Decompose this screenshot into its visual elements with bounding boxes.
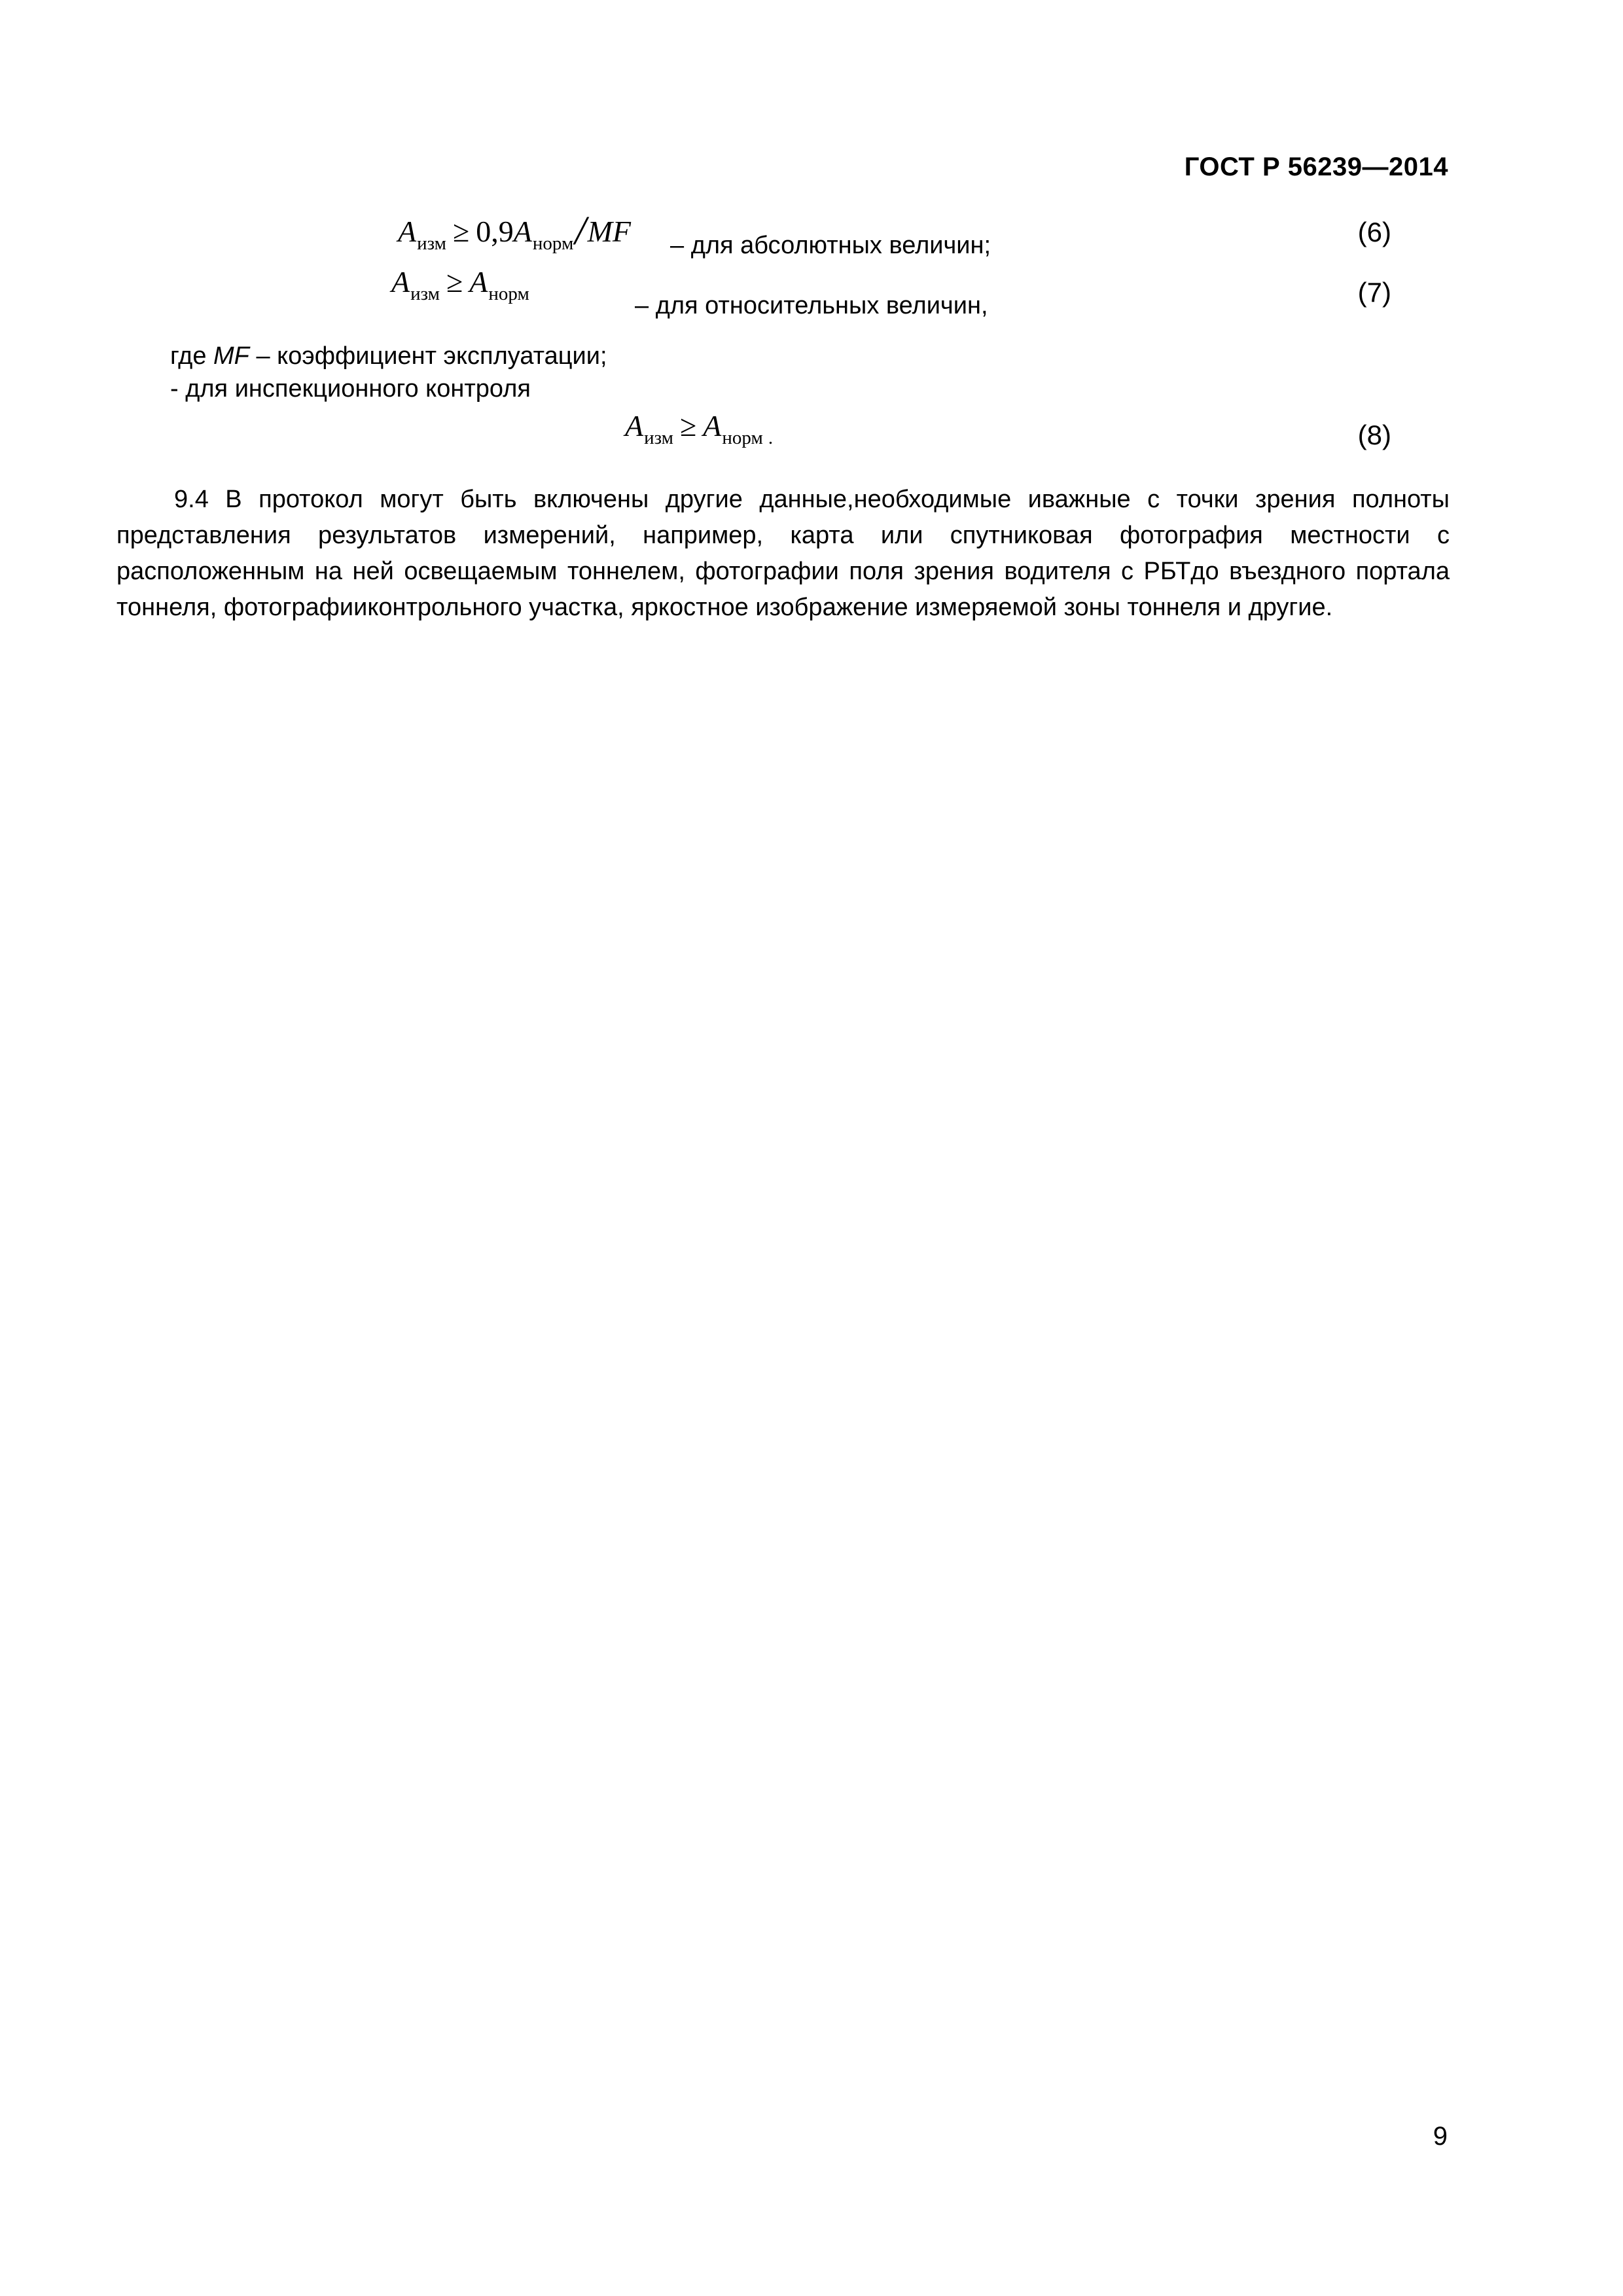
formula-6-number: (6) bbox=[1357, 217, 1391, 247]
formula-6 bbox=[398, 208, 631, 254]
formula-6-rhs-sub: норм bbox=[532, 233, 574, 254]
formula-6-lhs-symbol: A bbox=[398, 215, 417, 248]
formula-7 bbox=[391, 265, 529, 304]
formula-6-coefficient: 0,9 bbox=[476, 215, 514, 248]
formula-8-relation: ≥ bbox=[680, 409, 697, 442]
formula-7-lhs-sub: изм bbox=[410, 283, 440, 304]
formula-7-rhs-symbol: A bbox=[469, 265, 488, 298]
formula-7-rhs-sub: норм bbox=[488, 283, 529, 304]
paragraph-9-4: 9.4 В протокол могут быть включены другие данные,необходимые иважные с точки зрения полноты представления результатов измерений, например, карта или спутниковая фотография местности с расположенным на ней освещаемым тоннелем, фотографии поля зрения водителя с РБТдо въездного портала тоннеля, фотографииконтрольного участка, яркостное изображение измеряемой зоны тоннеля и другие. bbox=[116, 486, 1450, 621]
formula-8-number: (8) bbox=[1357, 420, 1391, 450]
formula-8-rhs-symbol: A bbox=[703, 409, 722, 442]
formula-8-rhs-sub: норм bbox=[722, 427, 763, 448]
formula-6-divider: / bbox=[575, 209, 586, 253]
formula-6-rhs-symbol: A bbox=[513, 215, 532, 248]
inspection-line: - для инспекционного контроля bbox=[170, 375, 531, 403]
where-line bbox=[170, 344, 607, 368]
formula-6-relation: ≥ bbox=[453, 215, 470, 248]
formula-7-lhs-symbol: A bbox=[391, 265, 410, 298]
formula-6-description: – для абсолютных величин; bbox=[670, 232, 991, 259]
formula-8-trailing: . bbox=[768, 427, 774, 448]
where-prefix: где bbox=[170, 342, 214, 370]
formula-7-relation: ≥ bbox=[446, 265, 463, 298]
formula-8 bbox=[625, 409, 774, 448]
standard-code-header: ГОСТ Р 56239—2014 bbox=[1184, 152, 1448, 181]
formula-8-lhs-sub: изм bbox=[644, 427, 674, 448]
formula-7-description: – для относительных величин, bbox=[635, 292, 988, 319]
formula-6-lhs-sub: изм bbox=[417, 233, 447, 254]
where-rest: – коэффициент эксплуатации; bbox=[249, 342, 607, 370]
where-term: MF bbox=[213, 342, 249, 370]
formula-6-denominator: MF bbox=[587, 215, 631, 248]
page-number: 9 bbox=[1433, 2122, 1448, 2151]
formula-8-lhs-symbol: A bbox=[625, 409, 644, 442]
formula-7-number: (7) bbox=[1357, 277, 1391, 308]
